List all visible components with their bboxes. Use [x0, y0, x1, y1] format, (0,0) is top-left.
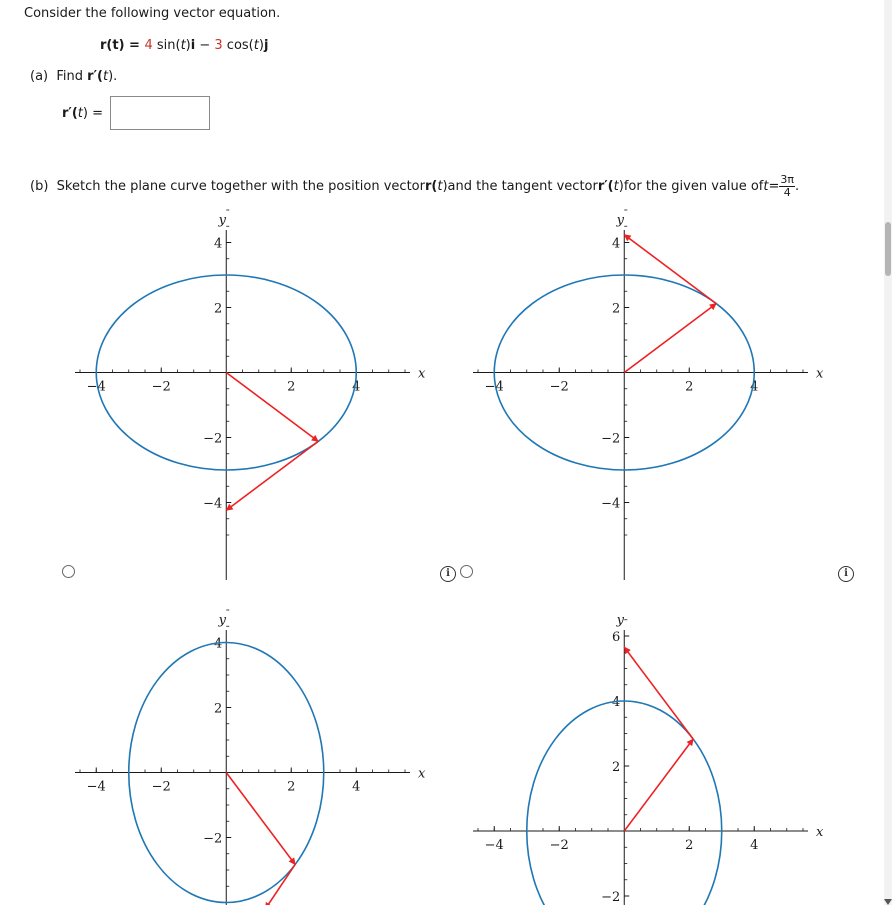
part-b-period: . [795, 178, 800, 194]
x-tick-label: 2 [287, 779, 296, 795]
position-vector [226, 773, 295, 865]
y-axis-label: y [218, 613, 226, 628]
graph-option-4 [468, 610, 828, 905]
y-tick-label: 4 [611, 695, 621, 710]
part-b-label: (b) [30, 178, 49, 194]
answer-label-vec: r′( [62, 106, 78, 121]
part-a-prompt [30, 69, 117, 84]
equation-part: cos( [222, 38, 254, 53]
part-b-text: Sketch the plane curve together with the position vector [56, 178, 425, 194]
part-b-text: for the given value of [623, 178, 764, 194]
y-tick-label: 2 [611, 301, 621, 317]
part-a-t: t [102, 69, 109, 84]
x-tick-label: 4 [352, 779, 361, 795]
y-axis-label: y [218, 213, 226, 228]
x-tick-label: −4 [484, 379, 504, 395]
part-b-paren: ) [442, 178, 448, 194]
t-value-fraction [779, 174, 795, 199]
x-tick-label: 2 [685, 379, 694, 395]
position-vector [226, 373, 318, 442]
position-vector [624, 304, 716, 373]
tangent-vector [226, 441, 318, 510]
y-tick-label: 4 [213, 636, 223, 652]
answer-label-end: ) = [82, 106, 103, 121]
info-icon[interactable]: i [838, 566, 854, 582]
y-axis-label: y [616, 213, 624, 228]
equation-part: ) [185, 38, 191, 53]
y-tick-label: 6 [611, 630, 621, 645]
graph-option-2 [468, 210, 828, 580]
x-axis-label: x [418, 366, 426, 382]
x-tick-label: −2 [151, 779, 171, 795]
y-tick-label: −4 [601, 496, 621, 512]
scrollbar-thumb[interactable] [885, 222, 891, 276]
info-icon[interactable]: i [440, 566, 456, 582]
scrollbar[interactable] [884, 0, 892, 905]
option-2-radio[interactable] [460, 565, 473, 578]
y-tick-label: −4 [203, 496, 223, 512]
fraction-numerator: 3π [780, 172, 795, 186]
x-tick-label: −2 [549, 838, 569, 853]
tangent-vector [624, 647, 693, 739]
y-tick-label: 4 [213, 236, 223, 252]
vector-equation [100, 38, 268, 53]
part-b-t: t [763, 178, 769, 194]
part-b-eq: = [768, 178, 780, 194]
x-tick-label: 2 [287, 379, 296, 395]
equation-minus: − [195, 38, 215, 53]
part-b-t: t [437, 178, 443, 194]
graph-option-1 [70, 210, 430, 580]
equation-t: t [253, 38, 259, 53]
graph-option-3 [70, 610, 430, 905]
part-b-rp: r′( [597, 178, 614, 194]
tangent-vector [265, 864, 295, 905]
y-tick-label: 2 [213, 701, 223, 717]
part-a-text: Find [56, 69, 88, 84]
x-tick-label: −4 [86, 779, 106, 795]
equation-lhs: r(t) = [100, 38, 145, 53]
x-axis-label: x [816, 825, 824, 840]
equation-t: t [180, 38, 186, 53]
y-tick-label: 2 [213, 301, 223, 317]
x-tick-label: 4 [352, 379, 361, 395]
equation-coef-1: 4 [144, 38, 153, 53]
question-intro: Consider the following vector equation. [24, 6, 281, 21]
x-axis-label: x [418, 766, 426, 782]
part-a-label: (a) [30, 69, 49, 84]
part-b-t: t [613, 178, 619, 194]
answer-input[interactable] [110, 96, 210, 130]
answer-label-t: t [77, 106, 83, 121]
x-axis-label: x [816, 366, 824, 382]
equation-part: ) [258, 38, 264, 53]
equation-i: i [190, 38, 196, 53]
y-tick-label: −2 [203, 831, 223, 847]
x-tick-label: −2 [549, 379, 569, 395]
part-a-vec: r′( [87, 69, 103, 84]
x-tick-label: −2 [151, 379, 171, 395]
y-tick-label: −2 [601, 890, 621, 905]
part-a-end: ). [108, 69, 118, 84]
y-axis-label: y [616, 613, 624, 628]
scroll-down-icon[interactable] [884, 899, 892, 905]
position-vector [624, 739, 693, 831]
x-tick-label: 2 [685, 838, 694, 853]
tangent-vector [624, 235, 716, 304]
part-b-paren: ) [618, 178, 624, 194]
x-tick-label: −4 [86, 379, 106, 395]
x-tick-label: 4 [750, 379, 759, 395]
part-b-r: r( [424, 178, 438, 194]
y-tick-label: 4 [611, 236, 621, 252]
option-1-radio[interactable] [62, 565, 75, 578]
y-tick-label: −2 [203, 431, 223, 447]
equation-j: j [263, 38, 269, 53]
answer-label [62, 106, 103, 121]
part-b-prompt [30, 166, 799, 206]
x-tick-label: −4 [484, 838, 504, 853]
x-tick-label: 4 [750, 838, 759, 853]
equation-part: sin( [152, 38, 181, 53]
equation-coef-2: 3 [214, 38, 223, 53]
part-b-text: and the tangent vector [447, 178, 598, 194]
fraction-denominator: 4 [783, 185, 791, 199]
y-tick-label: −2 [601, 431, 621, 447]
y-tick-label: 2 [611, 760, 621, 775]
